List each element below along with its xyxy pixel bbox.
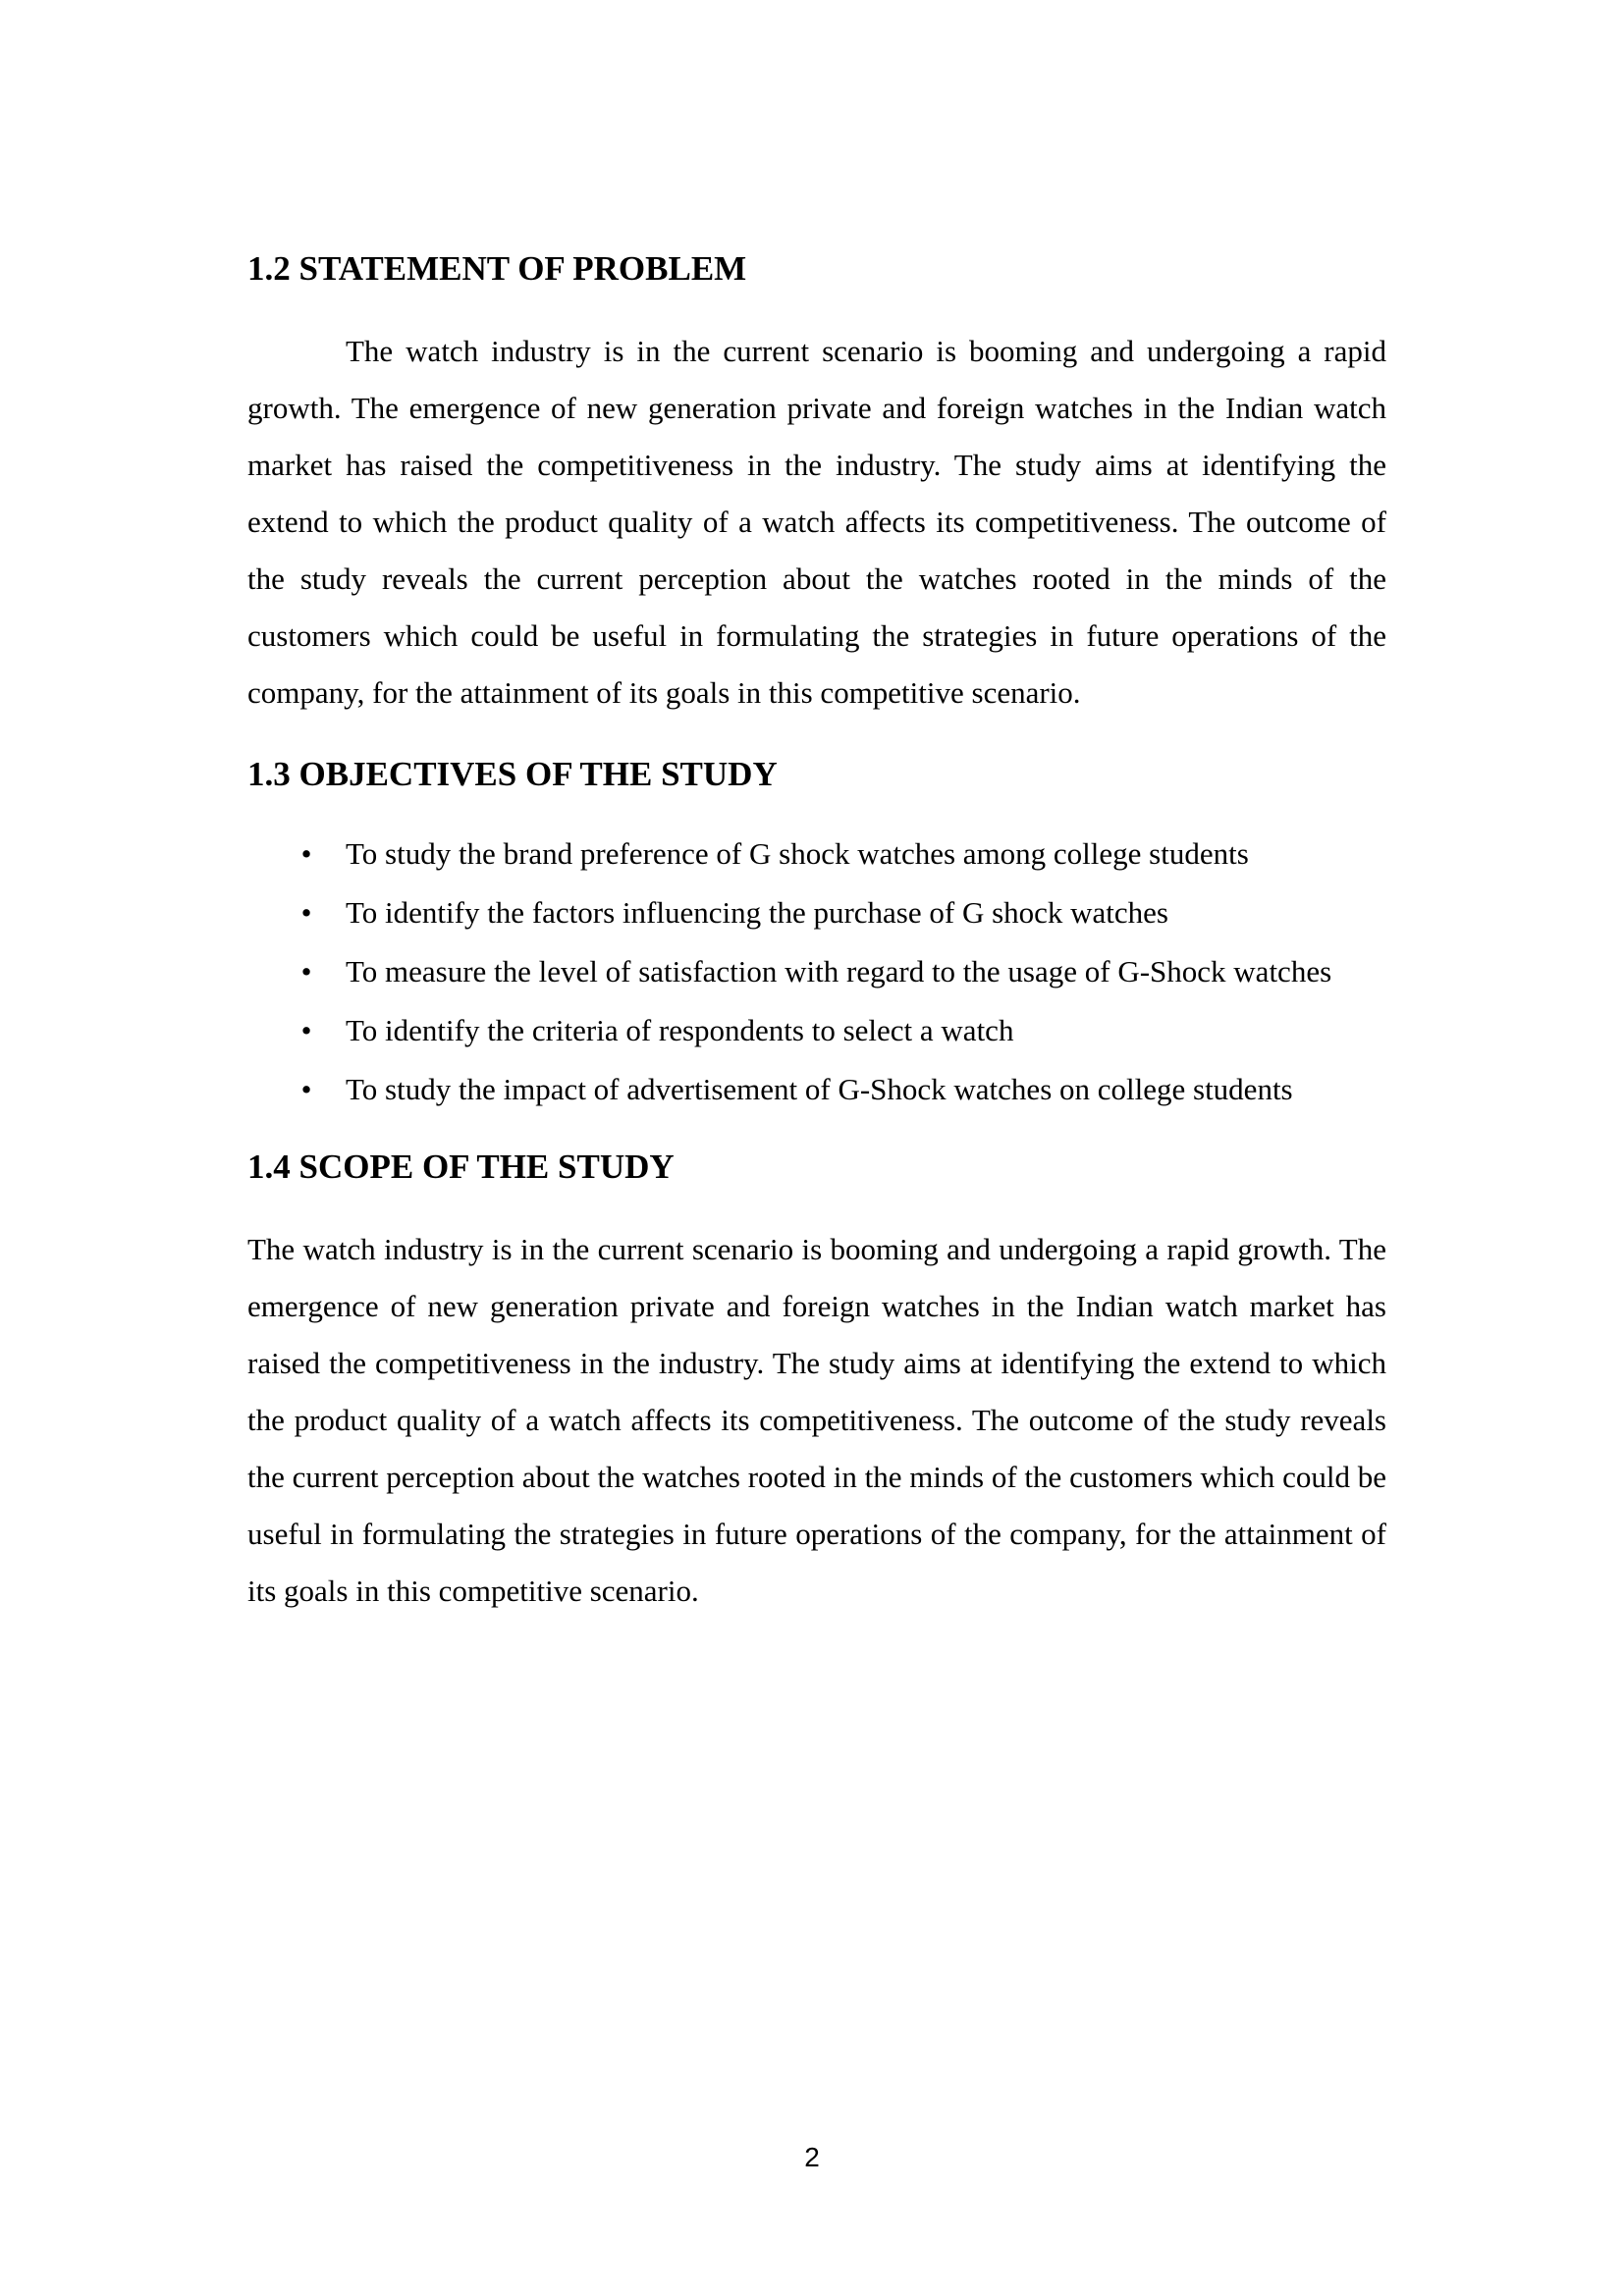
page-content	[247, 245, 1386, 1620]
statement-of-problem-paragraph: The watch industry is in the current scenario is booming and undergoing a rapid growth. The emergence of new generation private and foreign watches in the Indian watch market has raised the competitiveness in the industry. The study aims at identifying the extend to which the product quality of a watch affects its competitiveness. The outcome of the study reveals the current perception about the watches rooted in the minds of the customers which could be useful in formulating the strategies in future operations of the company, for the attainment of its goals in this competitive scenario.	[247, 334, 1386, 710]
section-heading-objectives: 1.3 OBJECTIVES OF THE STUDY	[247, 755, 778, 793]
section-heading-scope: 1.4 SCOPE OF THE STUDY	[247, 1148, 675, 1186]
list-item-text: To measure the level of satisfaction with regard to the usage of G-Shock watches	[346, 954, 1332, 988]
page-number: 2	[804, 2142, 820, 2172]
objectives-list	[247, 826, 1386, 1118]
list-item-text: To study the impact of advertisement of G-Shock watches on college students	[346, 1072, 1293, 1106]
list-item	[247, 943, 1386, 1000]
list-item	[247, 1002, 1386, 1059]
list-item-text: To identify the factors influencing the purchase of G shock watches	[346, 895, 1168, 930]
bullet-icon: •	[300, 954, 312, 988]
bullet-icon: •	[300, 1013, 312, 1047]
list-item	[247, 826, 1386, 882]
list-item	[247, 1061, 1386, 1118]
bullet-icon: •	[300, 836, 312, 871]
section-heading-statement-of-problem: 1.2 STATEMENT OF PROBLEM	[247, 249, 747, 288]
list-item-text: To study the brand preference of G shock watches among college students	[346, 836, 1249, 871]
list-item	[247, 884, 1386, 941]
scope-paragraph: The watch industry is in the current scenario is booming and undergoing a rapid growth. The emergence of new generation private and foreign watches in the Indian watch market has raised the competitiveness in the industry. The study aims at identifying the extend to which the product quality of a watch affects its competitiveness. The outcome of the study reveals the current perception about the watches rooted in the minds of the customers which could be useful in formulating the strategies in future operations of the company, for the attainment of its goals in this competitive scenario.	[247, 1232, 1386, 1608]
list-item-text: To identify the criteria of respondents to select a watch	[346, 1013, 1014, 1047]
bullet-icon: •	[300, 895, 312, 930]
bullet-icon: •	[300, 1072, 312, 1106]
